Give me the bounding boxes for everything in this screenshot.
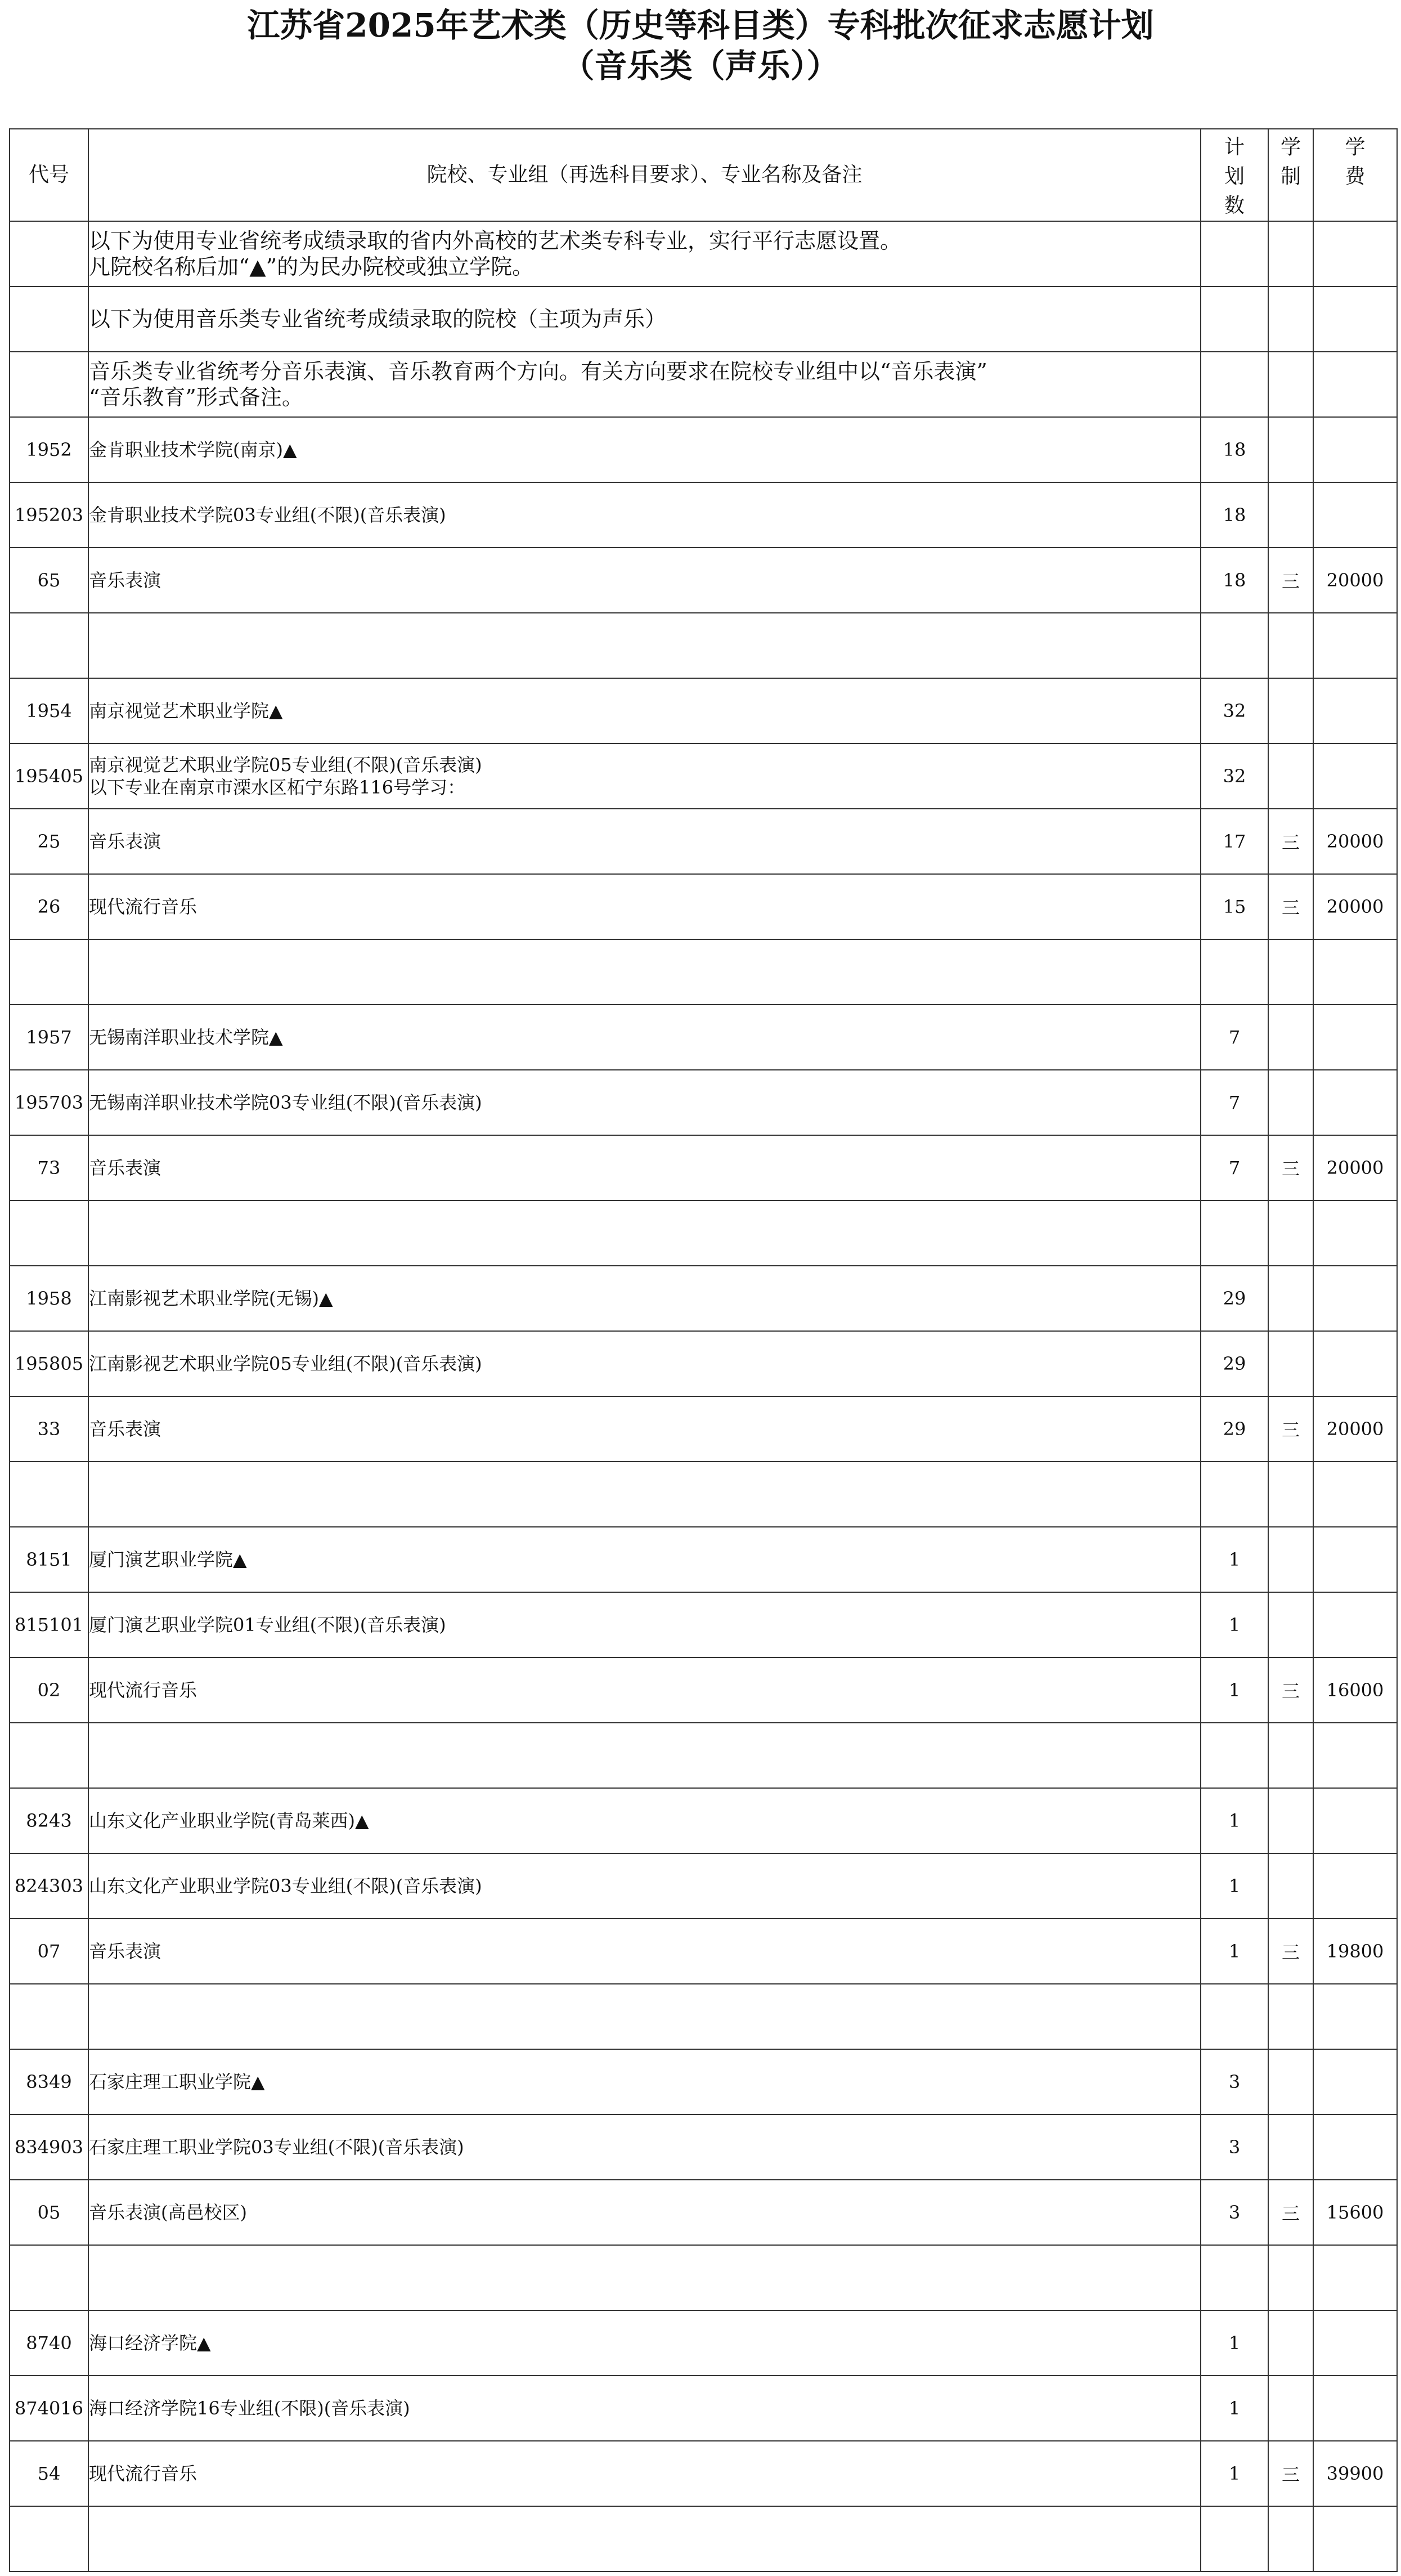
name-text: 音乐表演 xyxy=(89,570,161,591)
table-row xyxy=(10,1657,1397,1723)
page-title: 江苏省2025年艺术类（历史等科目类）专科批次征求志愿计划 xyxy=(247,6,1154,44)
page-subtitle: （音乐类（声乐）） xyxy=(562,47,839,85)
code-cell: 54 xyxy=(10,2441,88,2506)
system-cell xyxy=(1268,1788,1313,1853)
system-cell xyxy=(1268,1984,1313,2049)
name-cell xyxy=(88,1919,1201,1984)
name-text: 金肯职业技术学院03专业组(不限)(音乐表演) xyxy=(89,504,446,526)
system-cell: 三 xyxy=(1268,2180,1313,2245)
plan-cell xyxy=(1201,1723,1268,1788)
plan-cell: 3 xyxy=(1201,2049,1268,2114)
plan-cell: 7 xyxy=(1201,1070,1268,1135)
note-text-cell xyxy=(88,286,1201,352)
table-row xyxy=(10,2441,1397,2506)
name-text: 音乐表演 xyxy=(89,1157,161,1179)
header-fee-char: 学 xyxy=(1345,136,1366,159)
code-cell: 824303 xyxy=(10,1853,88,1919)
note-row xyxy=(10,352,1397,417)
plan-cell: 7 xyxy=(1201,1005,1268,1070)
table-row xyxy=(10,1396,1397,1462)
fee-cell: 20000 xyxy=(1313,874,1397,939)
name-cell xyxy=(88,1984,1201,2049)
name-cell xyxy=(88,743,1201,809)
header-plan-char: 划 xyxy=(1224,165,1245,188)
fee-cell xyxy=(1313,1788,1397,1853)
fee-cell xyxy=(1313,1723,1397,1788)
header-system-char: 学 xyxy=(1280,136,1301,159)
system-cell: 三 xyxy=(1268,874,1313,939)
plan-cell xyxy=(1201,1200,1268,1266)
note-code-cell xyxy=(10,221,88,286)
name-cell xyxy=(88,2049,1201,2114)
table-row xyxy=(10,2376,1397,2441)
code-cell xyxy=(10,1200,88,1266)
plan-table xyxy=(9,128,1398,2572)
plan-cell xyxy=(1201,2245,1268,2310)
table-row xyxy=(10,2114,1397,2180)
table-row xyxy=(10,1592,1397,1657)
fee-cell xyxy=(1313,2114,1397,2180)
system-cell xyxy=(1268,743,1313,809)
system-cell: 三 xyxy=(1268,809,1313,874)
plan-cell: 3 xyxy=(1201,2180,1268,2245)
table-row xyxy=(10,1331,1397,1396)
plan-cell: 18 xyxy=(1201,482,1268,548)
table-row xyxy=(10,417,1397,482)
table-row xyxy=(10,1200,1397,1266)
system-cell xyxy=(1268,1723,1313,1788)
fee-cell xyxy=(1313,1462,1397,1527)
table-row xyxy=(10,482,1397,548)
note-code-cell xyxy=(10,286,88,352)
name-cell xyxy=(88,1070,1201,1135)
name-text: 现代流行音乐 xyxy=(89,2463,197,2484)
code-cell: 8151 xyxy=(10,1527,88,1592)
system-cell xyxy=(1268,613,1313,678)
fee-cell: 20000 xyxy=(1313,1135,1397,1200)
fee-cell: 15600 xyxy=(1313,2180,1397,2245)
table-row xyxy=(10,809,1397,874)
system-cell xyxy=(1268,1200,1313,1266)
table-row xyxy=(10,1853,1397,1919)
fee-cell xyxy=(1313,1984,1397,2049)
plan-cell: 15 xyxy=(1201,874,1268,939)
plan-table-body xyxy=(10,221,1397,2571)
plan-cell xyxy=(1201,939,1268,1005)
plan-cell: 29 xyxy=(1201,1266,1268,1331)
fee-cell xyxy=(1313,1527,1397,1592)
plan-cell: 1 xyxy=(1201,1592,1268,1657)
code-cell: 1958 xyxy=(10,1266,88,1331)
system-cell xyxy=(1268,2245,1313,2310)
fee-cell xyxy=(1313,613,1397,678)
fee-cell xyxy=(1313,1070,1397,1135)
system-cell: 三 xyxy=(1268,548,1313,613)
name-text: 无锡南洋职业技术学院03专业组(不限)(音乐表演) xyxy=(89,1092,482,1113)
fee-cell xyxy=(1313,1853,1397,1919)
system-cell: 三 xyxy=(1268,1135,1313,1200)
code-cell: 195703 xyxy=(10,1070,88,1135)
plan-cell: 1 xyxy=(1201,2376,1268,2441)
plan-cell: 1 xyxy=(1201,1853,1268,1919)
table-row xyxy=(10,2180,1397,2245)
code-cell: 25 xyxy=(10,809,88,874)
name-cell xyxy=(88,874,1201,939)
fee-cell xyxy=(1313,417,1397,482)
name-text: 音乐表演(高邑校区) xyxy=(89,2202,247,2223)
code-cell: 33 xyxy=(10,1396,88,1462)
plan-cell: 1 xyxy=(1201,1788,1268,1853)
name-cell xyxy=(88,2506,1201,2571)
plan-cell: 29 xyxy=(1201,1331,1268,1396)
code-cell xyxy=(10,2245,88,2310)
plan-cell xyxy=(1201,613,1268,678)
table-row xyxy=(10,678,1397,743)
system-cell xyxy=(1268,2506,1313,2571)
note-system-cell xyxy=(1268,286,1313,352)
fee-cell xyxy=(1313,939,1397,1005)
name-cell xyxy=(88,2441,1201,2506)
name-cell xyxy=(88,548,1201,613)
note-code-cell xyxy=(10,352,88,417)
code-cell: 815101 xyxy=(10,1592,88,1657)
plan-cell: 3 xyxy=(1201,2114,1268,2180)
fee-cell xyxy=(1313,2506,1397,2571)
plan-cell xyxy=(1201,1462,1268,1527)
code-cell: 02 xyxy=(10,1657,88,1723)
code-cell: 8740 xyxy=(10,2310,88,2376)
name-text: 海口经济学院▲ xyxy=(89,2332,211,2354)
name-text: 江南影视艺术职业学院05专业组(不限)(音乐表演) xyxy=(89,1353,482,1374)
name-text: 石家庄理工职业学院03专业组(不限)(音乐表演) xyxy=(89,2136,464,2158)
name-cell xyxy=(88,613,1201,678)
system-cell xyxy=(1268,2376,1313,2441)
system-cell xyxy=(1268,678,1313,743)
name-text: 现代流行音乐 xyxy=(89,896,197,917)
system-cell: 三 xyxy=(1268,2441,1313,2506)
name-cell xyxy=(88,1788,1201,1853)
code-cell: 8243 xyxy=(10,1788,88,1853)
table-row xyxy=(10,1723,1397,1788)
table-row xyxy=(10,1135,1397,1200)
name-text: 现代流行音乐 xyxy=(89,1679,197,1701)
fee-cell xyxy=(1313,1005,1397,1070)
name-text: 音乐表演 xyxy=(89,1941,161,1962)
name-cell xyxy=(88,1266,1201,1331)
fee-cell: 20000 xyxy=(1313,548,1397,613)
note-row xyxy=(10,286,1397,352)
fee-cell xyxy=(1313,482,1397,548)
table-row xyxy=(10,2049,1397,2114)
header-plan-char: 数 xyxy=(1224,194,1245,217)
fee-cell: 39900 xyxy=(1313,2441,1397,2506)
code-cell: 05 xyxy=(10,2180,88,2245)
note-text-cell xyxy=(88,221,1201,286)
fee-cell: 20000 xyxy=(1313,1396,1397,1462)
note-line: “音乐教育”形式备注。 xyxy=(89,385,303,410)
fee-cell: 19800 xyxy=(1313,1919,1397,1984)
fee-cell xyxy=(1313,743,1397,809)
header-fee-char: 费 xyxy=(1345,165,1366,188)
name-text: 音乐表演 xyxy=(89,831,161,852)
system-cell xyxy=(1268,2310,1313,2376)
fee-cell xyxy=(1313,1200,1397,1266)
name-text: 无锡南洋职业技术学院▲ xyxy=(89,1027,283,1048)
note-plan-cell xyxy=(1201,286,1268,352)
table-row xyxy=(10,1462,1397,1527)
table-row xyxy=(10,1070,1397,1135)
name-cell xyxy=(88,1135,1201,1200)
fee-cell xyxy=(1313,1331,1397,1396)
code-cell: 1954 xyxy=(10,678,88,743)
code-cell xyxy=(10,613,88,678)
fee-cell: 16000 xyxy=(1313,1657,1397,1723)
name-cell xyxy=(88,2114,1201,2180)
table-row xyxy=(10,1788,1397,1853)
fee-cell xyxy=(1313,2376,1397,2441)
fee-cell xyxy=(1313,2049,1397,2114)
code-cell: 874016 xyxy=(10,2376,88,2441)
plan-cell: 1 xyxy=(1201,1919,1268,1984)
name-cell xyxy=(88,482,1201,548)
table-row xyxy=(10,874,1397,939)
table-row xyxy=(10,743,1397,809)
note-line: 音乐类专业省统考分音乐表演、音乐教育两个方向。有关方向要求在院校专业组中以“音乐表演” xyxy=(89,359,987,384)
name-cell xyxy=(88,2245,1201,2310)
table-row xyxy=(10,2245,1397,2310)
fee-cell xyxy=(1313,1266,1397,1331)
code-cell: 195805 xyxy=(10,1331,88,1396)
name-cell xyxy=(88,1331,1201,1396)
name-text: 江南影视艺术职业学院(无锡)▲ xyxy=(89,1288,333,1309)
system-cell: 三 xyxy=(1268,1919,1313,1984)
table-row xyxy=(10,613,1397,678)
plan-cell: 1 xyxy=(1201,2310,1268,2376)
code-cell: 1952 xyxy=(10,417,88,482)
name-cell xyxy=(88,1396,1201,1462)
name-cell xyxy=(88,1005,1201,1070)
code-cell xyxy=(10,2506,88,2571)
note-fee-cell xyxy=(1313,286,1397,352)
header-plan-char: 计 xyxy=(1224,136,1245,159)
name-cell xyxy=(88,1527,1201,1592)
plan-cell: 1 xyxy=(1201,2441,1268,2506)
code-cell: 26 xyxy=(10,874,88,939)
note-plan-cell xyxy=(1201,221,1268,286)
system-cell xyxy=(1268,482,1313,548)
name-text: 南京视觉艺术职业学院05专业组(不限)(音乐表演) xyxy=(89,754,482,776)
name-cell xyxy=(88,1723,1201,1788)
plan-cell: 1 xyxy=(1201,1527,1268,1592)
table-row xyxy=(10,548,1397,613)
code-cell xyxy=(10,1984,88,2049)
table-row xyxy=(10,1005,1397,1070)
system-cell xyxy=(1268,1527,1313,1592)
code-cell: 73 xyxy=(10,1135,88,1200)
name-cell xyxy=(88,417,1201,482)
fee-cell: 20000 xyxy=(1313,809,1397,874)
plan-cell: 32 xyxy=(1201,743,1268,809)
table-row xyxy=(10,1266,1397,1331)
system-cell xyxy=(1268,2114,1313,2180)
name-cell xyxy=(88,1853,1201,1919)
table-row xyxy=(10,2310,1397,2376)
name-text: 金肯职业技术学院(南京)▲ xyxy=(89,439,297,460)
table-row xyxy=(10,1919,1397,1984)
plan-cell xyxy=(1201,1984,1268,2049)
plan-cell: 32 xyxy=(1201,678,1268,743)
system-cell: 三 xyxy=(1268,1396,1313,1462)
note-fee-cell xyxy=(1313,352,1397,417)
system-cell xyxy=(1268,1070,1313,1135)
note-system-cell xyxy=(1268,221,1313,286)
fee-cell xyxy=(1313,2245,1397,2310)
fee-cell xyxy=(1313,678,1397,743)
name-text: 厦门演艺职业学院▲ xyxy=(89,1549,247,1570)
header-fee xyxy=(1313,129,1397,221)
system-cell xyxy=(1268,1462,1313,1527)
name-text: 厦门演艺职业学院01专业组(不限)(音乐表演) xyxy=(89,1614,446,1636)
plan-cell: 18 xyxy=(1201,548,1268,613)
note-plan-cell xyxy=(1201,352,1268,417)
header-name: 院校、专业组（再选科目要求）、专业名称及备注 xyxy=(88,129,1201,221)
system-cell xyxy=(1268,939,1313,1005)
plan-cell: 7 xyxy=(1201,1135,1268,1200)
system-cell xyxy=(1268,1592,1313,1657)
name-text: 音乐表演 xyxy=(89,1418,161,1440)
code-cell: 07 xyxy=(10,1919,88,1984)
name-text: 山东文化产业职业学院(青岛莱西)▲ xyxy=(89,1810,369,1831)
name-subnote: 以下专业在南京市溧水区柘宁东路116号学习： xyxy=(89,777,466,798)
name-cell xyxy=(88,809,1201,874)
name-text: 海口经济学院16专业组(不限)(音乐表演) xyxy=(89,2398,410,2419)
name-cell xyxy=(88,939,1201,1005)
note-text-cell xyxy=(88,352,1201,417)
name-cell xyxy=(88,678,1201,743)
table-row xyxy=(10,2506,1397,2571)
code-cell: 195405 xyxy=(10,743,88,809)
header-plan xyxy=(1201,129,1268,221)
code-cell xyxy=(10,1723,88,1788)
system-cell xyxy=(1268,417,1313,482)
name-text: 石家庄理工职业学院▲ xyxy=(89,2071,265,2093)
plan-cell xyxy=(1201,2506,1268,2571)
header-system xyxy=(1268,129,1313,221)
name-cell xyxy=(88,1462,1201,1527)
plan-cell: 18 xyxy=(1201,417,1268,482)
code-cell: 1957 xyxy=(10,1005,88,1070)
fee-cell xyxy=(1313,1592,1397,1657)
code-cell: 834903 xyxy=(10,2114,88,2180)
system-cell: 三 xyxy=(1268,1657,1313,1723)
table-row xyxy=(10,1527,1397,1592)
name-text: 南京视觉艺术职业学院▲ xyxy=(89,700,283,722)
name-cell xyxy=(88,2180,1201,2245)
code-cell xyxy=(10,939,88,1005)
table-row xyxy=(10,1984,1397,2049)
system-cell xyxy=(1268,1331,1313,1396)
fee-cell xyxy=(1313,2310,1397,2376)
header-code: 代号 xyxy=(10,129,88,221)
note-row xyxy=(10,221,1397,286)
name-cell xyxy=(88,2376,1201,2441)
note-fee-cell xyxy=(1313,221,1397,286)
note-line: 凡院校名称后加“▲”的为民办院校或独立学院。 xyxy=(89,254,534,279)
code-cell: 65 xyxy=(10,548,88,613)
plan-cell: 29 xyxy=(1201,1396,1268,1462)
name-cell xyxy=(88,2310,1201,2376)
system-cell xyxy=(1268,1853,1313,1919)
plan-cell: 17 xyxy=(1201,809,1268,874)
note-system-cell xyxy=(1268,352,1313,417)
code-cell: 8349 xyxy=(10,2049,88,2114)
system-cell xyxy=(1268,2049,1313,2114)
name-text: 山东文化产业职业学院03专业组(不限)(音乐表演) xyxy=(89,1875,482,1897)
system-cell xyxy=(1268,1005,1313,1070)
name-cell xyxy=(88,1200,1201,1266)
code-cell: 195203 xyxy=(10,482,88,548)
table-row xyxy=(10,939,1397,1005)
note-line: 以下为使用专业省统考成绩录取的省内外高校的艺术类专科专业，实行平行志愿设置。 xyxy=(89,229,902,253)
plan-cell: 1 xyxy=(1201,1657,1268,1723)
note-line: 以下为使用音乐类专业省统考成绩录取的院校（主项为声乐） xyxy=(89,307,667,331)
header-system-char: 制 xyxy=(1280,165,1301,188)
code-cell xyxy=(10,1462,88,1527)
name-cell xyxy=(88,1657,1201,1723)
name-cell xyxy=(88,1592,1201,1657)
system-cell xyxy=(1268,1266,1313,1331)
